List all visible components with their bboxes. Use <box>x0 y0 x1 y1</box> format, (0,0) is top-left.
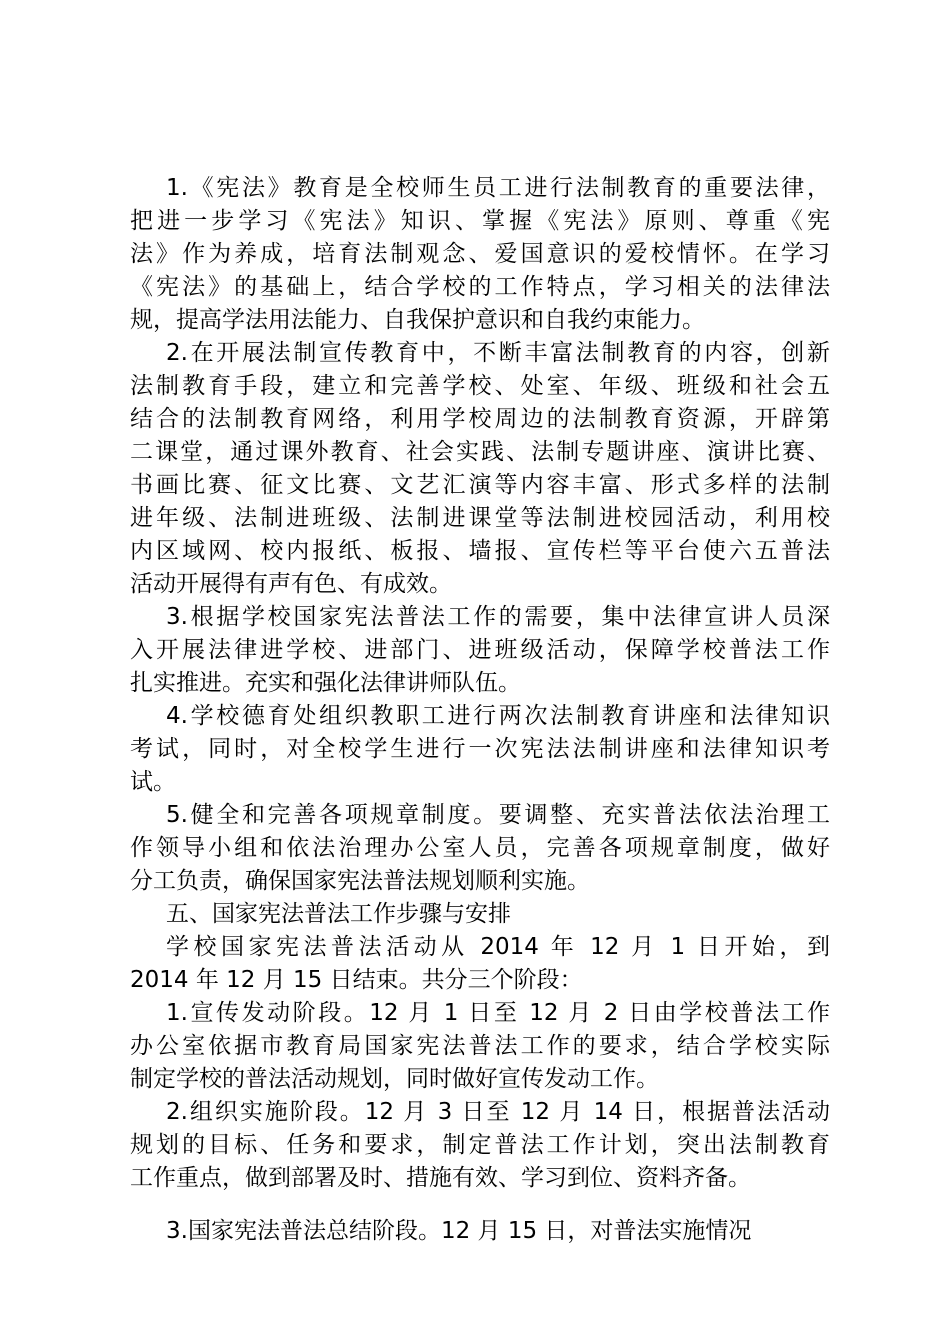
paragraph-gap <box>130 1195 830 1215</box>
paragraph-5-line-2: 作领导小组和依法治理办公室人员，完善各项规章制度，做好 <box>130 835 830 861</box>
stage-1-line-1: 1.宣传发动阶段。12 月 1 日至 12 月 2 日由学校普法工作 <box>166 1000 830 1026</box>
paragraph-2-line-5: 书画比赛、征文比赛、文艺汇演等内容丰富、形式多样的法制 <box>130 472 830 498</box>
paragraph-4-line-3: 试。 <box>130 769 176 795</box>
stage-1-line-2: 办公室依据市教育局国家宪法普法工作的要求，结合学校实际 <box>130 1033 830 1059</box>
schedule-intro-line-1: 学校国家宪法普法活动从 2014 年 12 月 1 日开始，到 <box>166 934 830 960</box>
paragraph-1-line-5: 规，提高学法用法能力、自我保护意识和自我约束能力。 <box>130 307 705 333</box>
document-body <box>130 172 830 1248</box>
stage-1-line-3: 制定学校的普法活动规划，同时做好宣传发动工作。 <box>130 1066 659 1092</box>
paragraph-1-line-3: 法》作为养成，培育法制观念、爱国意识的爱校情怀。在学习 <box>130 241 830 267</box>
stage-2-line-3: 工作重点，做到部署及时、措施有效、学习到位、资料齐备。 <box>130 1165 751 1191</box>
paragraph-2-line-2: 法制教育手段，建立和完善学校、处室、年级、班级和社会五 <box>130 373 830 399</box>
paragraph-2-line-1: 2.在开展法制宣传教育中，不断丰富法制教育的内容，创新 <box>166 340 830 366</box>
stage-2-line-1: 2.组织实施阶段。12 月 3 日至 12 月 14 日，根据普法活动 <box>166 1099 830 1125</box>
paragraph-4-line-1: 4.学校德育处组织教职工进行两次法制教育讲座和法律知识 <box>166 703 830 729</box>
paragraph-3-line-1: 3.根据学校国家宪法普法工作的需要，集中法律宣讲人员深 <box>166 604 830 630</box>
paragraph-1-line-1: 1.《宪法》教育是全校师生员工进行法制教育的重要法律， <box>166 175 830 201</box>
paragraph-5-line-1: 5.健全和完善各项规章制度。要调整、充实普法依法治理工 <box>166 802 830 828</box>
paragraph-2-line-7: 内区域网、校内报纸、板报、墙报、宣传栏等平台使六五普法 <box>130 538 830 564</box>
paragraph-3-line-3: 扎实推进。充实和强化法律讲师队伍。 <box>130 670 521 696</box>
paragraph-2-line-3: 结合的法制教育网络，利用学校周边的法制教育资源，开辟第 <box>130 406 830 432</box>
paragraph-3-line-2: 入开展法律进学校、进部门、进班级活动，保障学校普法工作 <box>130 637 830 663</box>
paragraph-2-line-8: 活动开展得有声有色、有成效。 <box>130 571 452 597</box>
paragraph-1-line-4: 《宪法》的基础上，结合学校的工作特点，学习相关的法律法 <box>130 274 830 300</box>
stage-3-line-1: 3.国家宪法普法总结阶段。12 月 15 日，对普法实施情况 <box>166 1218 752 1244</box>
paragraph-4-line-2: 考试，同时，对全校学生进行一次宪法法制讲座和法律知识考 <box>130 736 830 762</box>
paragraph-2-line-4: 二课堂，通过课外教育、社会实践、法制专题讲座、演讲比赛、 <box>130 439 830 465</box>
paragraph-1-line-2: 把进一步学习《宪法》知识、掌握《宪法》原则、尊重《宪 <box>130 208 830 234</box>
section-heading: 五、国家宪法普法工作步骤与安排 <box>166 901 511 927</box>
schedule-intro-line-2: 2014 年 12 月 15 日结束。共分三个阶段： <box>130 967 583 993</box>
paragraph-5-line-3: 分工负责，确保国家宪法普法规划顺利实施。 <box>130 868 590 894</box>
paragraph-2-line-6: 进年级、法制进班级、法制进课堂等法制进校园活动，利用校 <box>130 505 830 531</box>
stage-2-line-2: 规划的目标、任务和要求，制定普法工作计划，突出法制教育 <box>130 1132 830 1158</box>
